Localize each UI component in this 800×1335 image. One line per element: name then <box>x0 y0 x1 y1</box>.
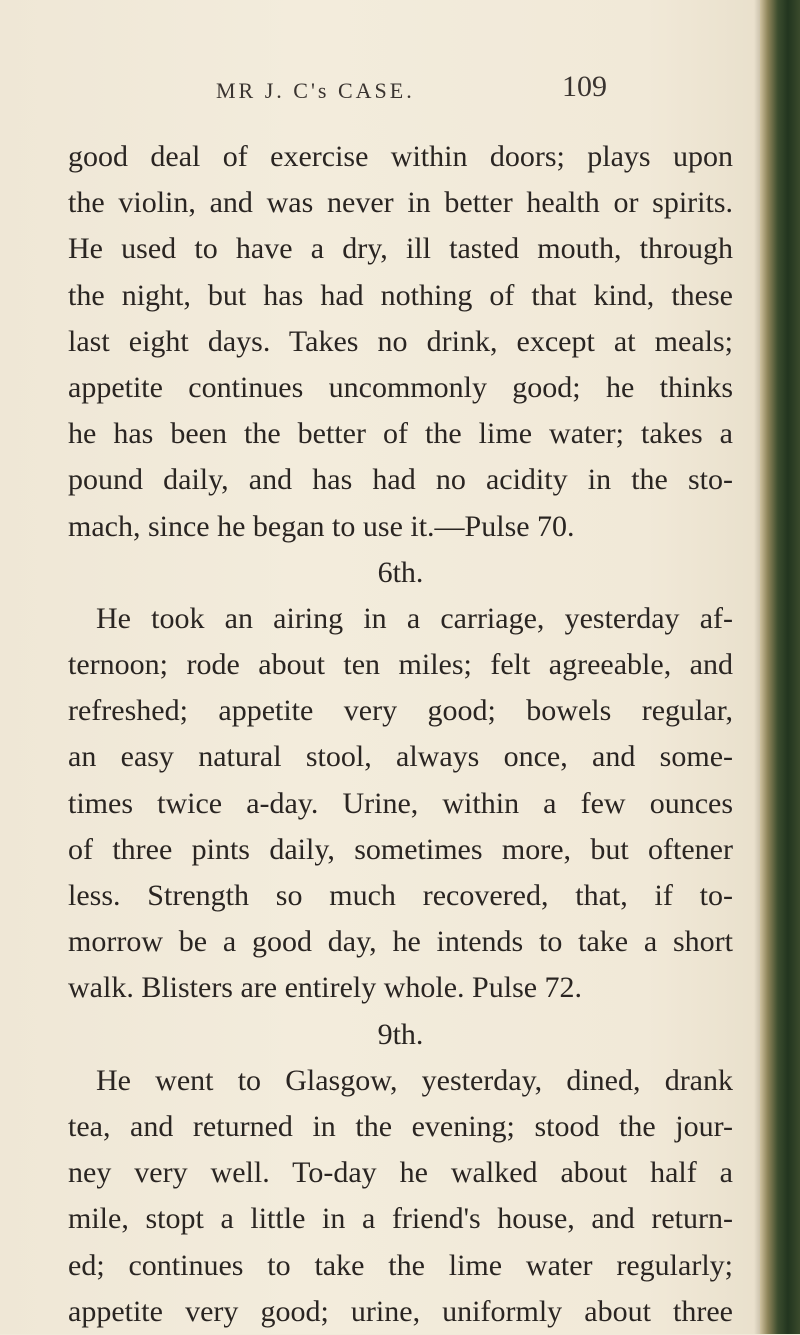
text-line: ney very well. To-day he walked about half a <box>68 1156 733 1190</box>
text-line: last eight days. Takes no drink, except at meals; <box>68 324 733 358</box>
text-line: ternoon; rode about ten miles; felt agreeable, and <box>68 648 733 682</box>
text-line: good deal of exercise within doors; plays upon <box>68 140 733 173</box>
text-line: He used to have a dry, ill tasted mouth, through <box>68 232 733 266</box>
entry-date: 6th. <box>377 555 424 589</box>
body-text <box>68 134 733 1335</box>
book-binding-edge <box>760 0 800 1334</box>
entry-date: 9th. <box>377 1017 424 1051</box>
text-line: appetite very good; urine, uniformly about three <box>68 1294 733 1328</box>
running-head: MR J. C's CASE. <box>216 78 415 103</box>
text-line: He went to Glasgow, yesterday, dined, drank <box>96 1063 733 1097</box>
text-line: tea, and returned in the evening; stood the jour- <box>68 1109 733 1143</box>
text-line: mach, since he began to use it.—Pulse 70. <box>68 509 575 543</box>
page-number: 109 <box>562 70 607 103</box>
text-line: walk. Blisters are entirely whole. Pulse 72. <box>68 971 583 1005</box>
text-line: the night, but has had nothing of that kind, these <box>68 278 733 312</box>
text-line: an easy natural stool, always once, and some- <box>68 740 733 774</box>
text-line: the violin, and was never in better health or spirits. <box>68 186 733 220</box>
text-line: He took an airing in a carriage, yesterday af- <box>96 601 733 635</box>
text-line: refreshed; appetite very good; bowels regular, <box>68 694 733 728</box>
text-line: appetite continues uncommonly good; he thinks <box>68 370 733 404</box>
text-line: mile, stopt a little in a friend's house, and return- <box>68 1202 733 1236</box>
text-line: ed; continues to take the lime water regularly; <box>68 1248 733 1282</box>
text-line: times twice a-day. Urine, within a few ounces <box>68 786 733 820</box>
text-line: less. Strength so much recovered, that, if to- <box>68 879 733 912</box>
text-line: pound daily, and has had no acidity in the sto- <box>68 463 733 497</box>
text-line: morrow be a good day, he intends to take a short <box>68 925 733 959</box>
text-line: of three pints daily, sometimes more, but oftener <box>68 832 733 866</box>
text-line: he has been the better of the lime water; takes a <box>68 417 733 451</box>
